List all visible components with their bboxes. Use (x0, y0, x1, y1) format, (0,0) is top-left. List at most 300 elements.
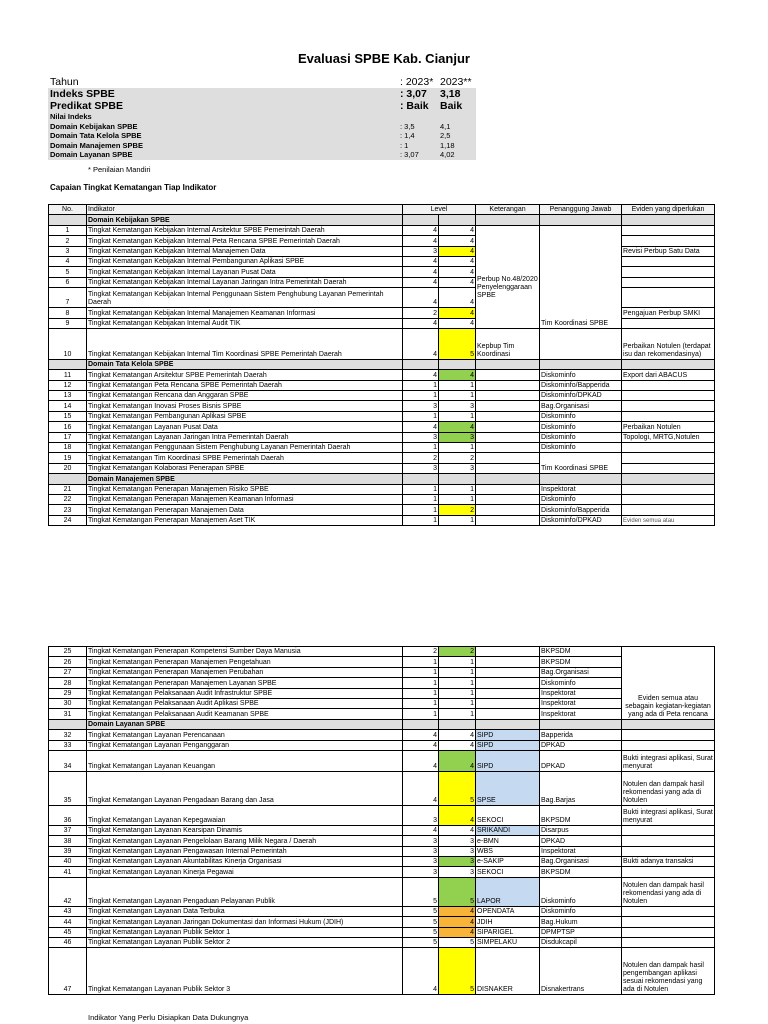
row-pj: Inspektorat (540, 698, 622, 708)
row-no: 36 (49, 805, 87, 825)
row-pj: BKPSDM (540, 805, 622, 825)
row-no: 28 (49, 678, 87, 688)
table-row (49, 877, 715, 906)
row-keterangan (476, 411, 540, 421)
row-indicator: Tingkat Kematangan Penerapan Manajemen Risiko SPBE (87, 484, 403, 494)
level-2023-self: 2 (403, 308, 439, 318)
level-2023-self: 4 (403, 225, 439, 235)
table-row (49, 836, 715, 846)
level-2023-self: 3 (403, 246, 439, 256)
row-no: 21 (49, 484, 87, 494)
row-indicator: Tingkat Kematangan Pelaksanaan Audit Aplikasi SPBE (87, 698, 403, 708)
level-2023-self: 3 (403, 867, 439, 877)
assessment-note: * Penilaian Mandiri (88, 165, 151, 174)
row-eviden (622, 236, 715, 246)
row-eviden (622, 411, 715, 421)
row-no: 32 (49, 730, 87, 740)
level-2023-self: 4 (403, 318, 439, 328)
level-2023-final: 1 (439, 380, 476, 390)
table-row (49, 750, 715, 771)
row-no: 1 (49, 225, 87, 235)
row-indicator: Tingkat Kematangan Layanan Kepegawaian (87, 805, 403, 825)
row-no: 19 (49, 453, 87, 463)
row-pj: Disdukcapil (540, 938, 622, 948)
header-no: No. (49, 205, 87, 215)
row-indicator: Tingkat Kematangan Arsitektur SPBE Pemerintah Daerah (87, 370, 403, 380)
row-pj: DPKAD (540, 750, 622, 771)
row-no: 14 (49, 401, 87, 411)
row-keterangan: LAPOR (476, 877, 540, 906)
level-2023-self: 1 (403, 484, 439, 494)
row-no: 8 (49, 308, 87, 318)
table-row (49, 401, 715, 411)
level-2023-self: 4 (403, 825, 439, 835)
row-keterangan (476, 380, 540, 390)
row-eviden (622, 318, 715, 328)
level-2023-final: 4 (439, 277, 476, 287)
row-eviden: Notulen dan dampak hasil rekomendasi yang ada di Notulen (622, 877, 715, 906)
row-indicator: Tingkat Kematangan Penerapan Kompetensi Sumber Daya Manusia (87, 647, 403, 657)
row-no: 18 (49, 443, 87, 453)
level-2023-final: 1 (439, 391, 476, 401)
row-no: 41 (49, 867, 87, 877)
row-eviden: Revisi Perbup Satu Data (622, 246, 715, 256)
group-label: Domain Layanan SPBE (87, 719, 403, 729)
level-2023-final: 3 (439, 846, 476, 856)
level-2023-self: 5 (403, 927, 439, 937)
row-no: 7 (49, 288, 87, 308)
row-eviden: Topologi, MRTG,Notulen (622, 432, 715, 442)
row-pj: Diskominfo (540, 678, 622, 688)
row-pj: Diskominfo (540, 370, 622, 380)
row-indicator: Tingkat Kematangan Kebijakan Internal Manajemen Keamanan Informasi (87, 308, 403, 318)
row-indicator: Tingkat Kematangan Layanan Pengelolaan Barang Milik Negara / Daerah (87, 836, 403, 846)
level-2023-self: 3 (403, 432, 439, 442)
row-indicator: Tingkat Kematangan Kebijakan Internal Pembangunan Aplikasi SPBE (87, 256, 403, 266)
row-keterangan: SIPARIGEL (476, 927, 540, 937)
row-indicator: Tingkat Kematangan Kebijakan Internal Peta Rencana SPBE Pemerintah Daerah (87, 236, 403, 246)
table-row (49, 927, 715, 937)
row-indicator: Tingkat Kematangan Kebijakan Internal Layanan Jaringan Intra Pemerintah Daerah (87, 277, 403, 287)
row-indicator: Tingkat Kematangan Layanan Kearsipan Dinamis (87, 825, 403, 835)
level-2023-final: 3 (439, 867, 476, 877)
level-2023-self: 5 (403, 906, 439, 916)
row-keterangan (476, 422, 540, 432)
table-row (49, 857, 715, 867)
row-indicator: Tingkat Kematangan Layanan Pengawasan Internal Pemerintah (87, 846, 403, 856)
row-indicator: Tingkat Kematangan Kebijakan Internal Manajemen Data (87, 246, 403, 256)
level-2023-self: 1 (403, 380, 439, 390)
table-row (49, 411, 715, 421)
level-2023-final: 4 (439, 805, 476, 825)
row-keterangan (476, 443, 540, 453)
row-indicator: Tingkat Kematangan Penerapan Manajemen Keamanan Informasi (87, 494, 403, 504)
row-keterangan (476, 678, 540, 688)
row-no: 15 (49, 411, 87, 421)
table-row (49, 771, 715, 805)
row-eviden (622, 846, 715, 856)
indeks-v1: : 3,07 (400, 88, 427, 100)
domain-v1: : 1 (400, 140, 409, 150)
level-2023-final: 2 (439, 505, 476, 515)
row-indicator: Tingkat Kematangan Layanan Publik Sektor 2 (87, 938, 403, 948)
table-row (49, 825, 715, 835)
level-2023-self: 1 (403, 657, 439, 667)
row-keterangan (476, 667, 540, 677)
level-2023-final: 4 (439, 370, 476, 380)
nilai-label: Nilai Indeks (50, 112, 92, 121)
row-keterangan (476, 709, 540, 719)
table-row (49, 948, 715, 995)
row-pj: Bag.Organisasi (540, 857, 622, 867)
table-row (49, 515, 715, 525)
domain-v2: 2,5 (440, 131, 451, 140)
domain-group-row (49, 474, 715, 484)
row-keterangan: SEKOCI (476, 805, 540, 825)
row-pj: Bag.Barjas (540, 771, 622, 805)
table-row (49, 443, 715, 453)
level-2023-self: 1 (403, 391, 439, 401)
row-eviden: Pengajuan Perbup SMKI (622, 308, 715, 318)
level-2023-self: 3 (403, 846, 439, 856)
level-2023-final: 5 (439, 328, 476, 359)
row-pj: Bag.Organisasi (540, 401, 622, 411)
row-keterangan (476, 391, 540, 401)
level-2023-self: 4 (403, 740, 439, 750)
level-2023-final: 4 (439, 246, 476, 256)
level-2023-self: 2 (403, 453, 439, 463)
table-row (49, 938, 715, 948)
summary-year-row (48, 76, 476, 88)
table-row (49, 906, 715, 916)
row-indicator: Tingkat Kematangan Peta Rencana SPBE Pemerintah Daerah (87, 380, 403, 390)
level-2023-self: 1 (403, 698, 439, 708)
row-indicator: Tingkat Kematangan Penggunaan Sistem Penghubung Layanan Pemerintah Daerah (87, 443, 403, 453)
level-2023-final: 4 (439, 318, 476, 328)
row-pj: Diskominfo/Bapperida (540, 380, 622, 390)
summary-domain-row (48, 150, 476, 160)
row-no: 2 (49, 236, 87, 246)
table-row (49, 505, 715, 515)
row-no: 47 (49, 948, 87, 995)
row-pj: DPKAD (540, 740, 622, 750)
group-label: Domain Kebijakan SPBE (87, 215, 403, 225)
level-2023-final: 4 (439, 288, 476, 308)
row-eviden (622, 288, 715, 308)
row-eviden-cut: Eviden semua atau (622, 515, 715, 525)
row-pj: Diskominfo (540, 443, 622, 453)
page-title: Evaluasi SPBE Kab. Cianjur (298, 51, 470, 66)
row-eviden (622, 391, 715, 401)
level-2023-final: 4 (439, 740, 476, 750)
year-v2: 2023** (440, 76, 472, 88)
row-indicator: Tingkat Kematangan Tim Koordinasi SPBE Pemerintah Daerah (87, 453, 403, 463)
level-2023-final: 3 (439, 463, 476, 473)
row-indicator: Tingkat Kematangan Penerapan Manajemen Aset TIK (87, 515, 403, 525)
indeks-v2: 3,18 (440, 88, 461, 100)
row-eviden (622, 401, 715, 411)
level-2023-self: 1 (403, 443, 439, 453)
row-no: 9 (49, 318, 87, 328)
row-pj: Disarpus (540, 825, 622, 835)
header-pj: Penanggung Jawab (540, 205, 622, 215)
table-row (49, 225, 715, 235)
header-level: Level (403, 205, 476, 215)
row-eviden (622, 938, 715, 948)
level-2023-final: 5 (439, 771, 476, 805)
row-pj: Inspektorat (540, 709, 622, 719)
row-eviden (622, 267, 715, 277)
row-keterangan (476, 515, 540, 525)
row-eviden (622, 484, 715, 494)
row-keterangan: SIPD (476, 740, 540, 750)
table-row (49, 432, 715, 442)
row-eviden (622, 505, 715, 515)
table-row (49, 740, 715, 750)
row-no: 17 (49, 432, 87, 442)
domain-v2: 4,02 (440, 150, 455, 159)
row-indicator: Tingkat Kematangan Pembangunan Aplikasi SPBE (87, 411, 403, 421)
level-2023-self: 5 (403, 877, 439, 906)
row-keterangan (476, 432, 540, 442)
row-pj: Diskominfo/DPKAD (540, 515, 622, 525)
level-2023-final: 5 (439, 948, 476, 995)
domain-v1: : 1,4 (400, 131, 415, 140)
level-2023-final: 4 (439, 927, 476, 937)
level-2023-final: 4 (439, 825, 476, 835)
row-pj (540, 328, 622, 359)
row-pj: BKPSDM (540, 647, 622, 657)
level-2023-final: 2 (439, 453, 476, 463)
row-eviden: Notulen dan dampak hasil rekomendasi yang ada di Notulen (622, 771, 715, 805)
level-2023-final: 1 (439, 678, 476, 688)
table-row (49, 698, 715, 708)
row-no: 42 (49, 877, 87, 906)
summary-predikat-row (48, 100, 476, 112)
row-no: 25 (49, 647, 87, 657)
row-pj: Diskominfo (540, 906, 622, 916)
row-eviden (622, 277, 715, 287)
row-keterangan: OPENDATA (476, 906, 540, 916)
indicator-table-page1 (48, 204, 715, 526)
row-keterangan: SIPD (476, 730, 540, 740)
level-2023-self: 4 (403, 771, 439, 805)
row-keterangan: SEKOCI (476, 867, 540, 877)
domain-label: Domain Tata Kelola SPBE (50, 131, 142, 140)
row-keterangan (476, 484, 540, 494)
level-2023-self: 4 (403, 948, 439, 995)
row-indicator: Tingkat Kematangan Layanan Pengadaan Barang dan Jasa (87, 771, 403, 805)
level-2023-final: 4 (439, 236, 476, 246)
year-v1: : 2023* (400, 76, 434, 88)
row-keterangan: JDIH (476, 917, 540, 927)
level-2023-final: 3 (439, 432, 476, 442)
level-2023-final: 3 (439, 836, 476, 846)
row-no: 26 (49, 657, 87, 667)
table-row (49, 846, 715, 856)
row-no: 6 (49, 277, 87, 287)
level-2023-final: 1 (439, 698, 476, 708)
level-2023-self: 2 (403, 647, 439, 657)
row-keterangan (476, 647, 540, 657)
row-eviden: Bukti integrasi aplikasi, Surat menyurat (622, 750, 715, 771)
table-row (49, 453, 715, 463)
row-keterangan (476, 370, 540, 380)
row-keterangan: SRIKANDI (476, 825, 540, 835)
level-2023-self: 3 (403, 401, 439, 411)
level-2023-final: 4 (439, 906, 476, 916)
row-pj: Disnakertrans (540, 948, 622, 995)
row-no: 5 (49, 267, 87, 277)
row-indicator: Tingkat Kematangan Layanan Jaringan Intra Pemerintah Daerah (87, 432, 403, 442)
year-label: Tahun (50, 76, 79, 88)
level-2023-self: 4 (403, 267, 439, 277)
row-pj: Inspektorat (540, 688, 622, 698)
row-eviden (622, 867, 715, 877)
row-indicator: Tingkat Kematangan Layanan Jaringan Dokumentasi dan Informasi Hukum (JDIH) (87, 917, 403, 927)
level-2023-final: 1 (439, 688, 476, 698)
row-indicator: Tingkat Kematangan Kebijakan Internal Penggunaan Sistem Penghubung Layanan Pemerintah Daerah (87, 288, 403, 308)
row-eviden (622, 443, 715, 453)
row-keterangan: e-BMN (476, 836, 540, 846)
row-eviden (622, 836, 715, 846)
row-eviden (622, 825, 715, 835)
row-no: 43 (49, 906, 87, 916)
row-indicator: Tingkat Kematangan Pelaksanaan Audit Keamanan SPBE (87, 709, 403, 719)
row-no: 16 (49, 422, 87, 432)
row-no: 46 (49, 938, 87, 948)
row-pj: Diskominfo/Bapperida (540, 505, 622, 515)
level-2023-final: 1 (439, 657, 476, 667)
table-row (49, 805, 715, 825)
row-pj: Diskominfo/DPKAD (540, 391, 622, 401)
row-eviden (622, 256, 715, 266)
level-2023-self: 1 (403, 709, 439, 719)
table-row (49, 688, 715, 698)
level-2023-final: 4 (439, 267, 476, 277)
level-2023-final: 1 (439, 443, 476, 453)
level-2023-final: 2 (439, 647, 476, 657)
row-eviden (622, 463, 715, 473)
row-eviden (622, 494, 715, 504)
domain-v2: 1,18 (440, 140, 455, 150)
domain-group-row (49, 359, 715, 369)
row-no: 24 (49, 515, 87, 525)
row-keterangan: WBS (476, 846, 540, 856)
level-2023-self: 4 (403, 328, 439, 359)
row-indicator: Tingkat Kematangan Layanan Pengaduan Pelayanan Publik (87, 877, 403, 906)
row-no: 45 (49, 927, 87, 937)
level-2023-self: 3 (403, 463, 439, 473)
row-no: 23 (49, 505, 87, 515)
indeks-label: Indeks SPBE (50, 88, 115, 100)
row-indicator: Tingkat Kematangan Rencana dan Anggaran SPBE (87, 391, 403, 401)
row-no: 10 (49, 328, 87, 359)
row-no: 29 (49, 688, 87, 698)
row-eviden (622, 927, 715, 937)
row-indicator: Tingkat Kematangan Kebijakan Internal Arsitektur SPBE Pemerintah Daerah (87, 225, 403, 235)
row-eviden (622, 917, 715, 927)
row-no: 37 (49, 825, 87, 835)
row-keterangan (476, 657, 540, 667)
row-indicator: Tingkat Kematangan Layanan Pusat Data (87, 422, 403, 432)
level-2023-self: 1 (403, 411, 439, 421)
table-row (49, 917, 715, 927)
row-keterangan (476, 698, 540, 708)
row-eviden: Perbaikan Notulen (terdapat isu dan rekomendasinya) (622, 328, 715, 359)
level-2023-self: 5 (403, 917, 439, 927)
row-eviden (622, 740, 715, 750)
row-eviden: Bukti integrasi aplikasi, Surat menyurat (622, 805, 715, 825)
row-pj: Inspektorat (540, 484, 622, 494)
row-eviden: Perbaikan Notulen (622, 422, 715, 432)
summary-domain-row (48, 122, 476, 132)
row-indicator: Tingkat Kematangan Kebijakan Internal Tim Koordinasi SPBE Pemerintah Daerah (87, 328, 403, 359)
table-row (49, 380, 715, 390)
pj-tim-koordinasi: Tim Koordinasi SPBE (540, 225, 622, 328)
row-keterangan (476, 463, 540, 473)
table-row (49, 730, 715, 740)
domain-v2: 4,1 (440, 121, 451, 131)
level-2023-final: 4 (439, 256, 476, 266)
level-2023-self: 1 (403, 678, 439, 688)
row-keterangan: e-SAKIP (476, 857, 540, 867)
row-eviden: Notulen dan dampak hasil pengembangan aplikasi sesuai rekomendasi yang ada di Notulen (622, 948, 715, 995)
level-2023-self: 4 (403, 370, 439, 380)
domain-v1: : 3,5 (400, 121, 415, 131)
table-row (49, 328, 715, 359)
row-pj: DPKAD (540, 836, 622, 846)
level-2023-final: 1 (439, 709, 476, 719)
row-no: 27 (49, 667, 87, 677)
domain-label: Domain Layanan SPBE (50, 150, 133, 159)
row-indicator: Tingkat Kematangan Layanan Keuangan (87, 750, 403, 771)
row-indicator: Tingkat Kematangan Inovasi Proses Bisnis SPBE (87, 401, 403, 411)
level-2023-self: 3 (403, 836, 439, 846)
level-2023-final: 4 (439, 308, 476, 318)
level-2023-self: 4 (403, 750, 439, 771)
level-2023-self: 1 (403, 688, 439, 698)
level-2023-self: 4 (403, 288, 439, 308)
row-indicator: Tingkat Kematangan Layanan Publik Sektor 1 (87, 927, 403, 937)
domain-group-row (49, 719, 715, 729)
row-eviden: Export dari ABACUS (622, 370, 715, 380)
level-2023-final: 5 (439, 877, 476, 906)
level-2023-self: 4 (403, 277, 439, 287)
row-no: 33 (49, 740, 87, 750)
row-pj: Diskominfo (540, 411, 622, 421)
row-keterangan (476, 505, 540, 515)
row-indicator: Tingkat Kematangan Layanan Kinerja Pegawai (87, 867, 403, 877)
row-indicator: Tingkat Kematangan Penerapan Manajemen Data (87, 505, 403, 515)
level-2023-final: 4 (439, 730, 476, 740)
indicator-table-page2 (48, 646, 715, 995)
level-2023-self: 1 (403, 667, 439, 677)
row-no: 4 (49, 256, 87, 266)
table-row (49, 494, 715, 504)
row-keterangan: SPSE (476, 771, 540, 805)
row-no: 11 (49, 370, 87, 380)
level-2023-self: 4 (403, 730, 439, 740)
header-eviden: Eviden yang diperlukan (622, 205, 715, 215)
row-keterangan (476, 494, 540, 504)
row-no: 44 (49, 917, 87, 927)
domain-label: Domain Kebijakan SPBE (50, 121, 138, 131)
level-2023-self: 3 (403, 805, 439, 825)
group-label: Domain Tata Kelola SPBE (87, 359, 403, 369)
summary-domain-row (48, 141, 476, 151)
level-2023-final: 3 (439, 401, 476, 411)
